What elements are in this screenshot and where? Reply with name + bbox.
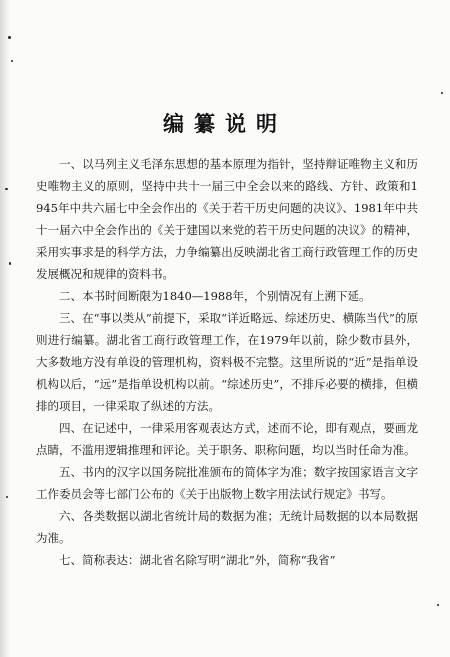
paragraph-6: 六、各类数据以湖北省统计局的数据为准；无统计局数据的以本局数据为准。: [36, 509, 418, 545]
scan-speck: [437, 604, 439, 606]
scan-speck: [8, 36, 11, 39]
scan-speck: [5, 188, 8, 190]
document-body: [36, 153, 418, 571]
paragraph-5: 五、书内的汉字以国务院批准颁布的简体字为准；数字按国家语言文字工作委员会等七部门公布的《关于出版物上数字用法试行规定》书写。: [36, 465, 418, 501]
scan-speck: [441, 92, 443, 94]
scan-speck: [6, 496, 8, 498]
paragraph-3: 三、在“事以类从”前提下，采取“详近略远、综述历史、横陈当代”的原则进行编纂。湖北省工商行政管理工作，在1979年以前，除少数市县外，大多数地方没有单设的管理机构，资料极不完整。这里所说的“近”是指单设机构以后，“远”是指单设机构以前。“综述历史”，不排斥必要的横排，但横排的项目，一律采取了纵述的方法。: [36, 311, 418, 413]
scan-speck: [9, 262, 11, 265]
page-title: 编纂说明: [163, 112, 287, 136]
paragraph-7: 七、简称表达：湖北省名除写明“湖北”外，简称“我省”: [59, 553, 336, 567]
paragraph-1: 一、以马列主义毛泽东思想的基本原理为指针，坚持辩证唯物主义和历史唯物主义的原则，坚持中共十一届三中全会以来的路线、方针、政策和1945年中共六届七中全会作出的《关于若干历史问题的决议》、1981年中共十一届六中全会作出的《关于建国以来党的若干历史问题的决议》的精神，采用实事求是的科学方法，力争编纂出反映湖北省工商行政管理工作的历史发展概况和规律的资料书。: [36, 157, 418, 281]
paragraph-2: 二、本书时间断限为1840—1988年，个别情况有上溯下延。: [59, 289, 371, 303]
scan-edge-shadow: [0, 0, 10, 657]
scan-speck: [11, 60, 13, 62]
paragraph-4: 四、在记述中，一律采用客观表达方式，述而不论，即有观点，要画龙点睛，不滥用逻辑推理和评论。关于职务、职称问题，均以当时任命为准。: [36, 421, 418, 457]
